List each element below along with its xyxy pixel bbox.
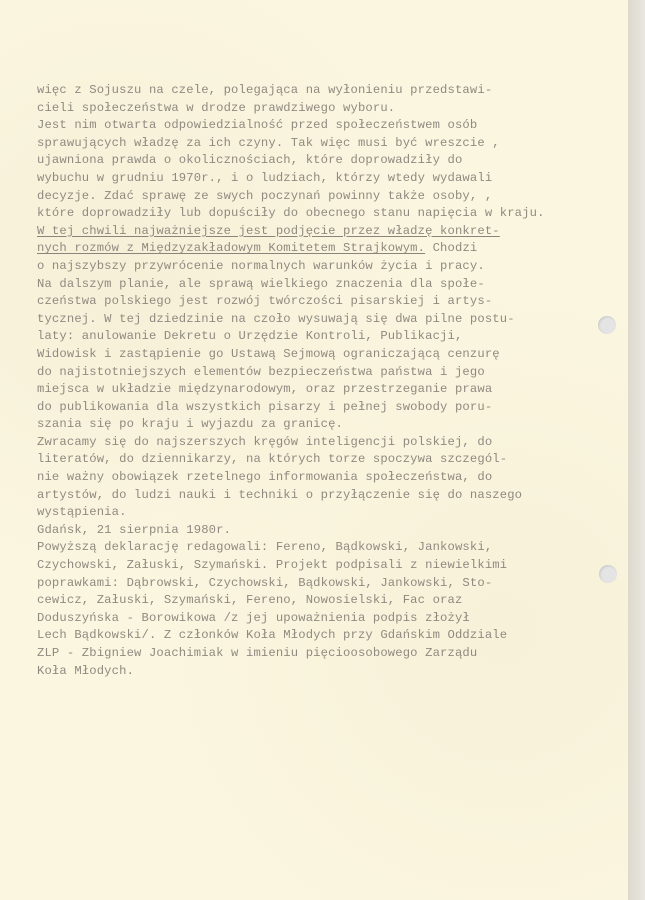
text-line <box>37 381 617 399</box>
line-text: cewicz, Załuski, Szymański, Fereno, Nowosielski, Fac oraz <box>37 593 463 608</box>
line-text: do najistotniejszych elementów bezpieczeństwa państwa i jego <box>37 364 485 379</box>
line-text: poprawkami: Dąbrowski, Czychowski, Bądkowski, Jankowski, Sto- <box>37 575 493 590</box>
text-line <box>37 469 617 487</box>
text-line <box>37 522 617 540</box>
text-line <box>37 539 617 557</box>
text-line <box>37 364 617 382</box>
text-line <box>37 575 617 593</box>
text-line <box>37 293 617 311</box>
line-text: które doprowadziły lub dopuściły do obecnego stanu napięcia w kraju. <box>37 206 545 221</box>
line-text: Widowisk i zastąpienie go Ustawą Sejmową ograniczającą cenzurę <box>37 346 500 361</box>
text-line <box>37 610 617 628</box>
text-line <box>37 240 617 258</box>
text-line <box>37 276 617 294</box>
text-line <box>37 170 617 188</box>
line-text: o najszybszy przywrócenie normalnych warunków życia i pracy. <box>37 258 485 273</box>
text-line <box>37 451 617 469</box>
line-text: ZLP - Zbigniew Joachimiak w imieniu pięcioosobowego Zarządu <box>37 646 478 660</box>
text-line <box>37 346 617 364</box>
underlined-text: W tej chwili najważniejsze jest podjęcie przez władzę konkret- <box>37 223 500 238</box>
line-text: Powyższą deklarację redagowali: Fereno, Bądkowski, Jankowski, <box>37 540 493 555</box>
text-line <box>37 82 617 100</box>
line-text: artystów, do ludzi nauki i techniki o przyłączenie się do naszego <box>37 487 523 502</box>
line-text: sprawujących władzę za ich czyny. Tak więc musi być wreszcie , <box>37 135 500 150</box>
line-text: szania się po kraju i wyjazdu za granicę. <box>37 417 344 432</box>
line-text: wybuchu w grudniu 1970r., i o ludziach, którzy wtedy wydawali <box>37 170 493 185</box>
line-text: decyzje. Zdać sprawę ze swych poczynań powinny także osoby, , <box>37 188 493 203</box>
line-text: ujawniona prawda o okolicznościach, które doprowadziły do <box>37 153 463 168</box>
line-text: Jest nim otwarta odpowiedzialność przed społeczeństwem osób <box>37 118 478 133</box>
line-text: wystąpienia. <box>37 505 127 520</box>
underlined-text: nych rozmów z Międzyzakładowym Komitetem Strajkowym. <box>37 241 426 256</box>
text-line <box>37 258 617 276</box>
line-text: czeństwa polskiego jest rozwój twórczości pisarskiej i artys- <box>37 294 493 309</box>
text-line <box>37 223 617 241</box>
line-text: więc z Sojuszu na czele, polegająca na wyłonieniu przedstawi- <box>37 83 493 97</box>
text-line <box>37 135 617 153</box>
text-line <box>37 416 617 434</box>
line-text: cieli społeczeństwa w drodze prawdziwego wyboru. <box>37 100 396 115</box>
text-line <box>37 487 617 505</box>
text-line <box>37 663 617 681</box>
text-line <box>37 328 617 346</box>
line-text: nie ważny obowiązek rzetelnego informowania społeczeństwa, do <box>37 470 493 485</box>
line-text: Koła Młodych. <box>37 663 135 678</box>
text-line <box>37 152 617 170</box>
text-line <box>37 504 617 522</box>
line-text: Doduszyńska - Borowikowa /z jej upoważnienia podpis złożył <box>37 610 470 625</box>
line-text: literatów, do dziennikarzy, na których torze spoczywa szczegól- <box>37 452 508 467</box>
text-line <box>37 557 617 575</box>
line-text: Zwracamy się do najszerszych kręgów inteligencji polskiej, do <box>37 434 493 449</box>
text-line <box>37 645 617 663</box>
line-text: Gdańsk, 21 sierpnia 1980r. <box>37 522 232 537</box>
text-line <box>37 399 617 417</box>
text-line <box>37 188 617 206</box>
text-line <box>37 592 617 610</box>
text-line <box>37 117 617 135</box>
line-text: Na dalszym planie, ale sprawą wielkiego znaczenia dla społe- <box>37 276 485 291</box>
text-line <box>37 100 617 118</box>
line-text: miejsca w układzie międzynarodowym, oraz przestrzeganie prawa <box>37 382 493 397</box>
text-line <box>37 434 617 452</box>
line-text: Lech Bądkowski/. Z członków Koła Młodych przy Gdańskim Oddziale <box>37 628 508 643</box>
document-body <box>37 82 617 680</box>
scan-border-strip <box>628 0 645 900</box>
line-text: do publikowania dla wszystkich pisarzy i pełnej swobody poru- <box>37 399 493 414</box>
text-line <box>37 205 617 223</box>
line-tail-text: Chodzi <box>425 241 478 256</box>
line-text: tycznej. W tej dziedzinie na czoło wysuwają się dwa pilne postu- <box>37 311 515 326</box>
line-text: laty: anulowanie Dekretu o Urzędzie Kontroli, Publikacji, <box>37 329 463 344</box>
line-text: Czychowski, Załuski, Szymański. Projekt podpisali z niewielkimi <box>37 558 508 573</box>
text-line <box>37 311 617 329</box>
text-line <box>37 627 617 645</box>
